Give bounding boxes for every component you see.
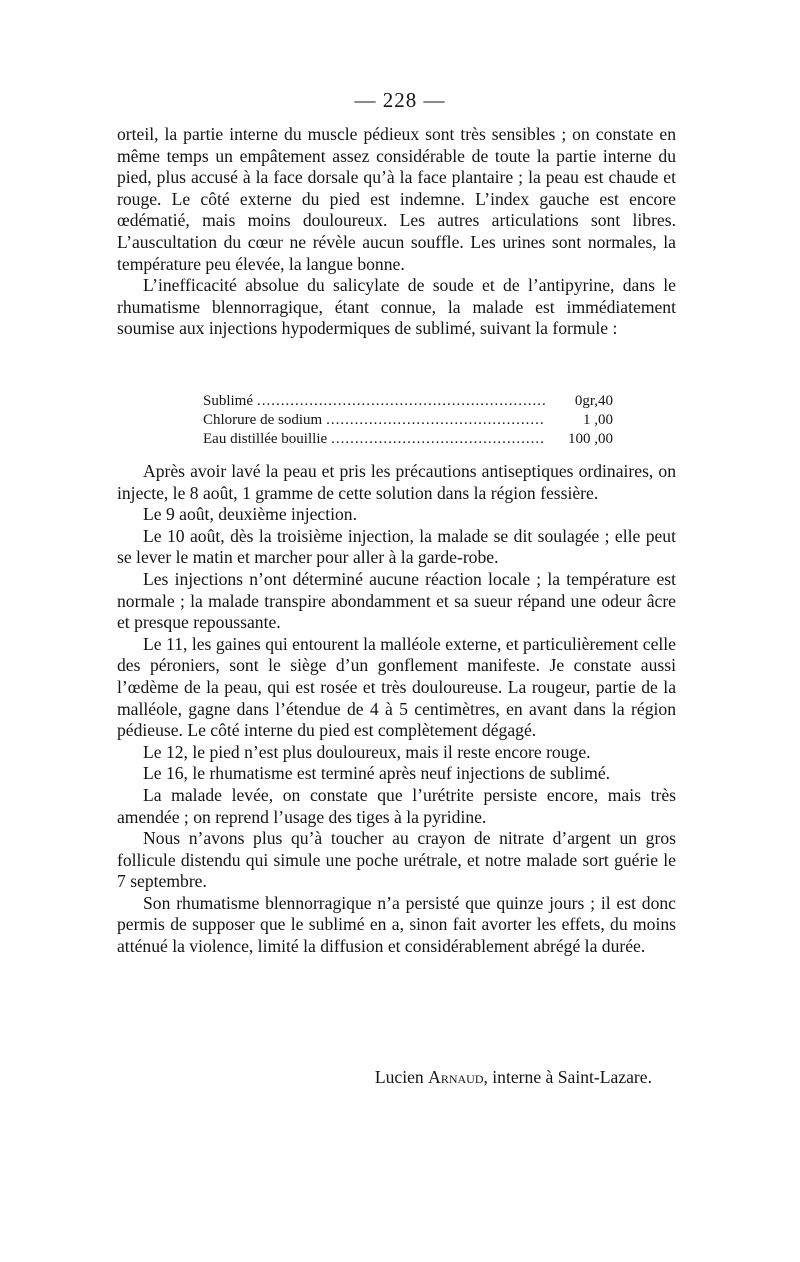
- formula-quantity: 1 ,00: [583, 412, 613, 428]
- paragraph: Nous n’avons plus qu’à toucher au crayon de nitrate d’argent un gros follicule distendu qui simule une poche urétrale, et notre malade sort guérie le 7 septembre.: [117, 828, 676, 892]
- formula-quantity: 0gr,40: [574, 393, 613, 409]
- paragraph: Le 16, le rhumatisme est terminé après neuf injections de sublimé.: [143, 763, 611, 784]
- formula-quantity: 100 ,00: [568, 431, 613, 447]
- page-number: — 228 —: [354, 88, 446, 112]
- paragraph: Son rhumatisme blennorragique n’a persisté que quinze jours ; il est donc permis de supposer que le sublimé en a, sinon fait avorter les effets, du moins atténué la violence, limité la diffusion et considérablement abrégé la durée.: [117, 892, 676, 957]
- body-text-top: [117, 124, 676, 340]
- leader-dots: [331, 430, 545, 449]
- formula-row: [203, 411, 613, 430]
- body-text-bottom: [117, 461, 676, 958]
- paragraph: L’inefficacité absolue du salicylate de soude et de l’antipyrine, dans le rhumatisme blennorragique, étant connue, la malade est immédiatement soumise aux injections hypodermiques de sublimé, suivant la formule :: [117, 275, 676, 339]
- leader-dots: [257, 392, 545, 411]
- paragraph: Après avoir lavé la peau et pris les précautions antiseptiques ordinaires, on injecte, le 8 août, 1 gramme de cette solution dans la région fessière.: [117, 461, 676, 503]
- formula-row: [203, 430, 613, 449]
- formula-ingredient: Eau distillée bouillie: [203, 431, 328, 447]
- prescription-formula: [203, 392, 613, 449]
- signature-last-name: Arnaud: [428, 1067, 484, 1087]
- paragraph: Le 11, les gaines qui entourent la malléole externe, et particulièrement celle des péroniers, sont le siège d’un gonflement manifeste. Je constate aussi l’œdème de la peau, qui est rosée et très douloureuse. La rougeur, partie de la malléole, gagne dans l’étendue de 4 à 5 centimètres, en avant dans la région pédieuse. Le côté interne du pied est complètement dégagé.: [117, 633, 676, 741]
- leader-dots: [326, 411, 545, 430]
- signature-role: , interne à Saint-Lazare.: [483, 1067, 652, 1087]
- formula-ingredient: Sublimé: [203, 393, 254, 409]
- paragraph: Le 10 août, dès la troisième injection, la malade se dit soulagée ; elle peut se lever le matin et marcher pour aller à la garde-robe.: [117, 525, 676, 568]
- paragraph: Le 12, le pied n’est plus douloureux, mais il reste encore rouge.: [143, 741, 591, 762]
- signature-first-name: Lucien: [374, 1067, 424, 1087]
- paragraph: La malade levée, on constate que l’urétrite persiste encore, mais très amendée ; on reprend l’usage des tiges à la pyridine.: [117, 784, 676, 827]
- paragraph: Les injections n’ont déterminé aucune réaction locale ; la température est normale ; la malade transpire abondamment et sa sueur répand une odeur âcre et presque repoussante.: [117, 568, 676, 633]
- formula-row: [203, 392, 613, 411]
- paragraph: Le 9 août, deuxième injection.: [143, 504, 357, 525]
- paragraph: orteil, la partie interne du muscle pédieux sont très sensibles ; on constate en même temps un empâtement assez considérable de toute la partie interne du pied, plus accusé à la face dorsale qu’à la face plantaire ; la peau est chaude et rouge. Le côté externe du pied est indemne. L’index gauche est encore œdématié, mais moins douloureux. Les autres articulations sont libres. L’auscultation du cœur ne révèle aucun souffle. Les urines sont normales, la température peu élevée, la langue bonne.: [117, 124, 676, 274]
- signature: [375, 1067, 652, 1089]
- formula-ingredient: Chlorure de sodium: [203, 412, 323, 428]
